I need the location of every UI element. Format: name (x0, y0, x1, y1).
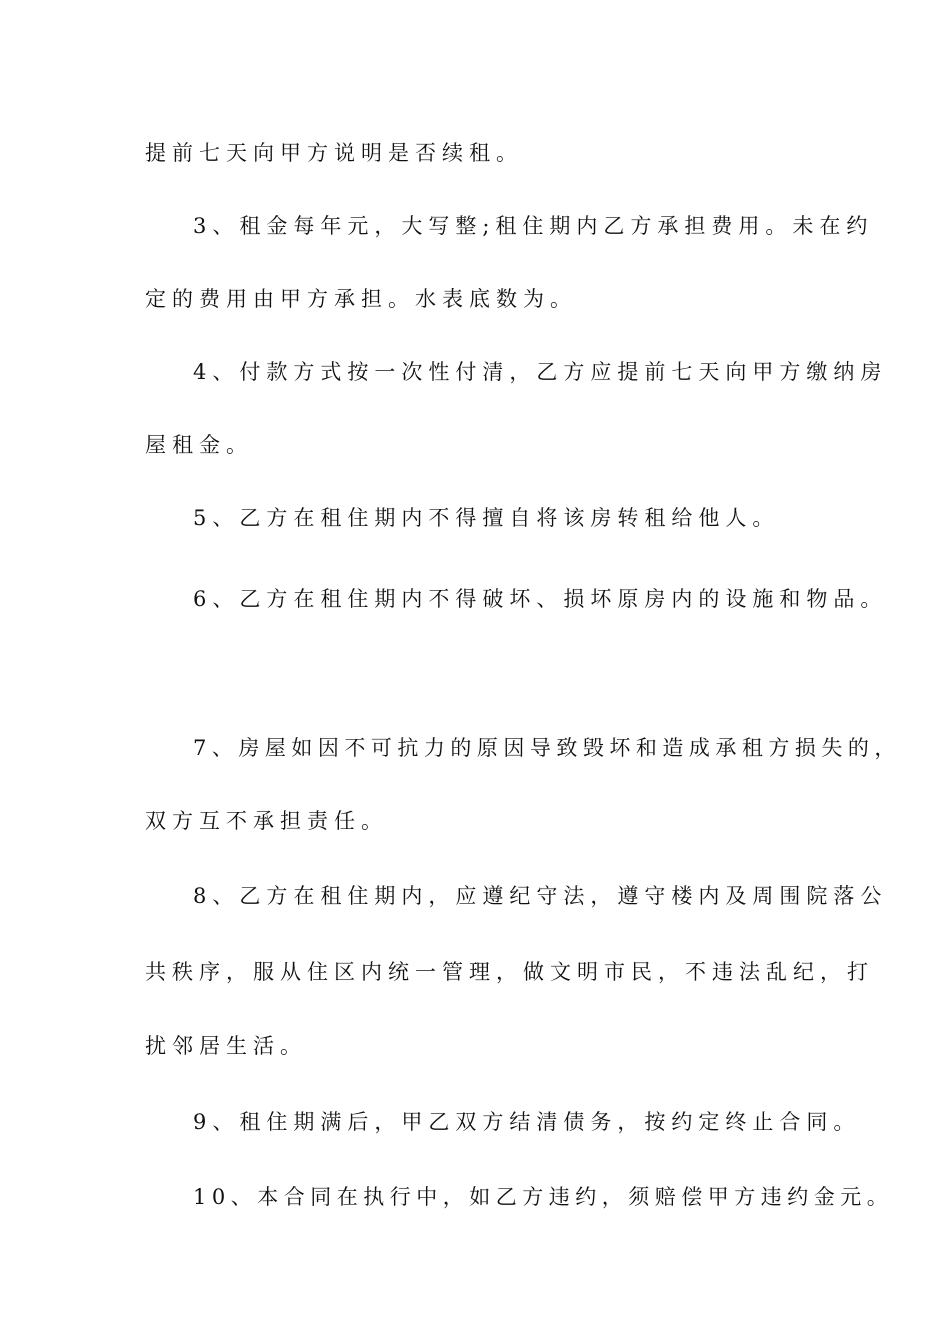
text-line: 9、租住期满后，甲乙双方结清债务，按约定终止合同。 (193, 1110, 861, 1134)
text-line: 双方互不承担责任。 (145, 809, 388, 833)
text-line: 3、租金每年元，大写整;租住期内乙方承担费用。未在约 (193, 214, 874, 238)
text-line: 定的费用由甲方承担。水表底数为。 (145, 287, 577, 311)
text-line: 8、乙方在租住期内，应遵纪守法，遵守楼内及周围院落公 (193, 884, 888, 908)
text-line: 10、本合同在执行中，如乙方违约，须赔偿甲方违约金元。 (193, 1185, 894, 1209)
text-line: 7、房屋如因不可抗力的原因导致毁坏和造成承租方损失的， (193, 736, 901, 760)
text-line: 共秩序，服从住区内统一管理，做文明市民，不违法乱纪，打 (145, 960, 874, 984)
text-line: 4、付款方式按一次性付清，乙方应提前七天向甲方缴纳房 (193, 360, 888, 384)
text-line: 5、乙方在租住期内不得擅自将该房转租给他人。 (193, 506, 780, 530)
text-line: 屋租金。 (145, 433, 253, 457)
text-line: 提前七天向甲方说明是否续租。 (145, 141, 523, 165)
text-line: 扰邻居生活。 (145, 1034, 307, 1058)
text-line: 6、乙方在租住期内不得破坏、损坏原房内的设施和物品。 (193, 587, 888, 611)
